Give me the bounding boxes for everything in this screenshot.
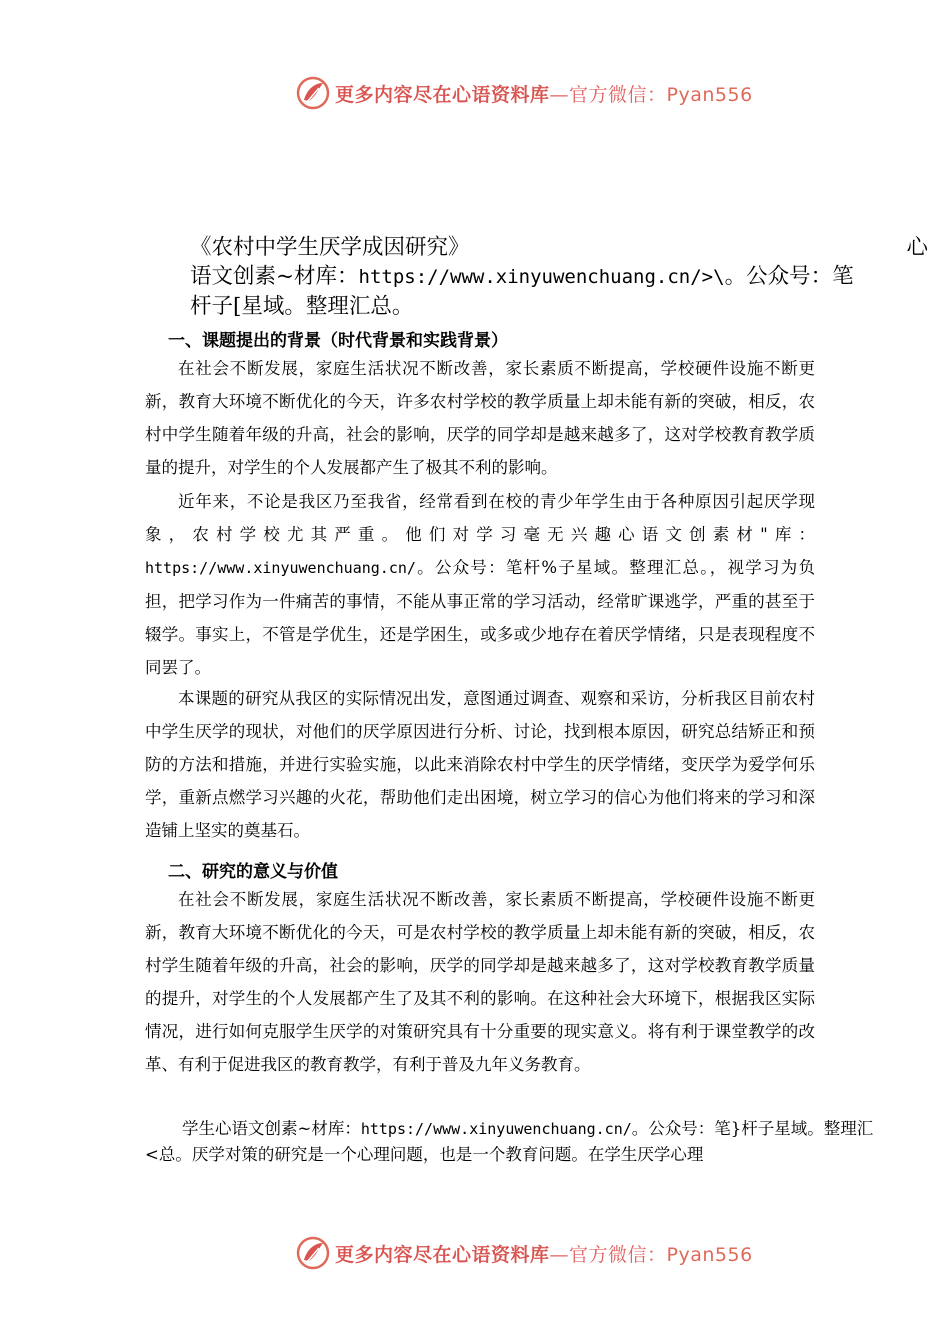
document-title: 《农村中学生厌学成因研究》 心 语文创素~材库：https://www.xinyuwenchuang.cn/>\。公众号：笔 杆子[星域。整理汇总。 [190, 235, 928, 319]
banner-text: 更多内容尽在心语资料库—官方微信：Pyan556 [335, 83, 753, 106]
flame-leaf-logo-icon [295, 75, 331, 111]
paragraph-1: 在社会不断发展，家庭生活状况不断改善，家长素质不断提高，学校硬件设施不断更新，教育大环境不断优化的今天，许多农村学校的教学质量上却未能有新的突破，相反，农村中学生随着年级的升高，社会的影响，厌学的同学却是越来越多了，这对学校教育教学质量的提升，对学生的个人发展都产生了极其不利的影响。 [145, 359, 815, 477]
paragraph-2: 近年来，不论是我区乃至我省，经常看到在校的青少年学生由于各种原因引起厌学现象，农村学校尤其严重。他们对学习毫无兴趣心语文创素材"库：https://www.xinyuwenchuang.cn/。公众号：笔杆%子星域。整理汇总。，视学习为负担，把学习作为一件痛苦的事情，不能从事正常的学习活动，经常旷课逃学，严重的甚至于辍学。事实上，不管是学优生，还是学困生，或多或少地存在着厌学情绪，只是表现程度不同罢了。 [145, 492, 815, 677]
banner-text: 更多内容尽在心语资料库—官方微信：Pyan556 [335, 1243, 753, 1266]
paragraph-4: 在社会不断发展，家庭生活状况不断改善，家长素质不断提高，学校硬件设施不断更新，教育大环境不断优化的今天，可是农村学校的教学质量上却未能有新的突破，相反，农村学生随着年级的升高，社会的影响，厌学的同学却是越来越多了，这对学校教育教学质量的提升，对学生的个人发展都产生了及其不利的影响。在这种社会大环境下，根据我区实际情况，进行如何克服学生厌学的对策研究具有十分重要的现实意义。将有利于课堂教学的改革、有利于促进我区的教育教学，有利于普及九年义务教育。 [145, 890, 815, 1074]
flame-leaf-logo-icon [295, 1235, 331, 1271]
watermark-banner-bottom [295, 1233, 815, 1273]
section-heading-significance: 二、研究的意义与价值 [168, 862, 338, 882]
paragraph-3: 本课题的研究从我区的实际情况出发，意图通过调查、观察和采访，分析我区目前农村中学生厌学的现状，对他们的厌学原因进行分析、讨论，找到根本原因，研究总结矫正和预防的方法和措施，并进行实验实施，以此来消除农村中学生的厌学情绪，变厌学为爱学何乐学，重新点燃学习兴趣的火花，帮助他们走出困境，树立学习的信心为他们将来的学习和深造铺上坚实的奠基石。 [145, 689, 815, 840]
watermark-banner-top [295, 73, 815, 113]
section-heading-background: 一、课题提出的背景（时代背景和实践背景） [168, 331, 508, 351]
paragraph-5: 学生心语文创素~材库：https://www.xinyuwenchuang.cn/。公众号：笔}杆子星域。整理汇 <总。厌学对策的研究是一个心理问题，也是一个教育问题。在学生厌学心理 [145, 1119, 874, 1164]
